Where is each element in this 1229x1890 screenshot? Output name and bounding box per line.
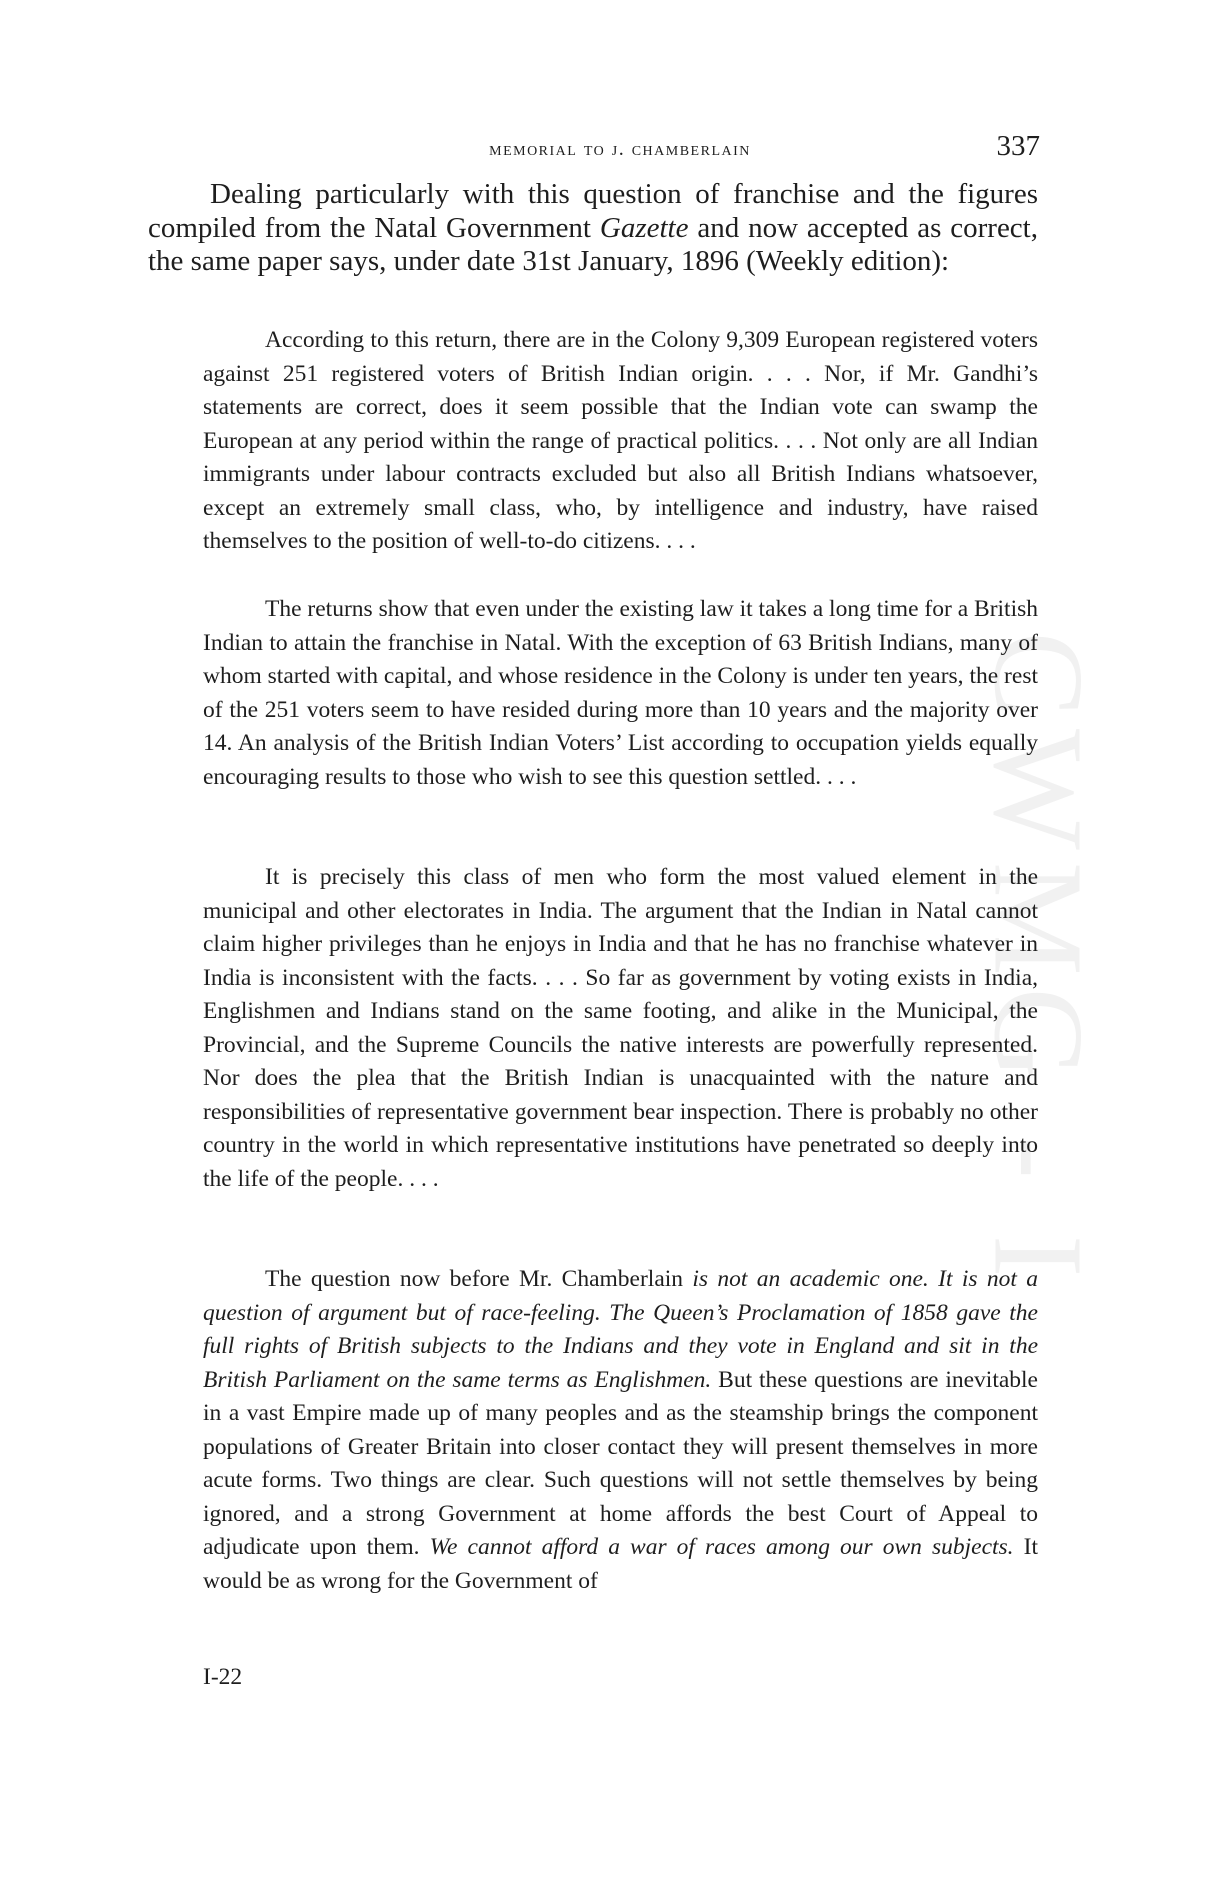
lead-text-1: Dealing particularly with this question of franchise and the figures compiled from the Natal Government [148,178,1038,244]
watermark-text: CWMG - I [967,631,1110,1289]
paragraph-electorates: It is precisely this class of men who form the most valued element in the municipal and other electorates in India. The argument that the Indian in Natal cannot claim higher privileges than he enjoys in India and that he has no franchise whatever in India is inconsistent with the facts. . . . So far as government by voting exists in India, Englishmen and Indians stand on the same footing, and alike in the Municipal, the Provincial, and the Supreme Councils the native interests are powerfully represented. Nor does the plea that the British Indian is unacquainted with the nature and responsibilities of representative government bear inspection. There is probably no other country in the world in which representative institutions have penetrated so deeply into the life of the people. . . . [203,864,1038,1192]
para4-text-1: The question now before Mr. Chamberlain [265,1266,693,1292]
block-quote: According to this return, there are in the Colony 9,309 European registered voters against 251 registered voters of British Indian origin. . . . Nor, if Mr. Gandhi’s statements are correct, does it seem possible that the Indian vote can swamp the European at any period within the range of practical politics. . . . Not only are all Indian immigrants under labour contracts excluded but also all British Indians whatsoever, except an extremely small class, who, by intelligence and industry, have raised themselves to the position of well-to-do citizens. . . . [203,327,1038,554]
folio-signature: I-22 [203,1664,243,1690]
paragraph-returns: The returns show that even under the existing law it takes a long time for a British Indian to attain the franchise in Natal. With the exception of 63 British Indians, many of whom started with capital, and whose residence in the Colony is under ten years, the rest of the 251 voters seem to have resided during more than 10 years and the majority over 14. An analysis of the British Indian Voters’ List according to occupation yields equally encouraging results to those who wish to see this question settled. . . . [203,596,1038,790]
para4-text-3: It would be as wrong for the Government of [203,1534,1038,1594]
running-title: memorial to j. chamberlain [489,138,751,160]
para4-italic-1: is not an academic one. It is not a question of argument but of race-feeling. The Queen’s Proclamation of 1858 gave the full rights of British subjects to the Indians and they vote in England and sit in the British Parliament on the same terms as Englishmen. [203,1266,1038,1393]
lead-text-2: and now accepted as correct, the same paper says, under date 31st January, 1896 (Weekly edition): [148,211,1038,277]
page-header [200,130,1040,170]
lead-paragraph [148,178,1038,279]
para4-text-2: But these questions are inevitable in a vast Empire made up of many peoples and as the steamship brings the component populations of Greater Britain into closer contact they will present themselves in more acute forms. Two things are clear. Such questions will not settle themselves by being ignored, and a strong Government at home affords the best Court of Appeal to adjudicate upon them. [203,1366,1038,1560]
page-number: 337 [996,130,1040,162]
lead-italic-gazette: Gazette [599,211,689,244]
para4-italic-2: We cannot afford a war of races among our own subjects. [429,1534,1014,1560]
paragraph-question [203,1263,1038,1598]
